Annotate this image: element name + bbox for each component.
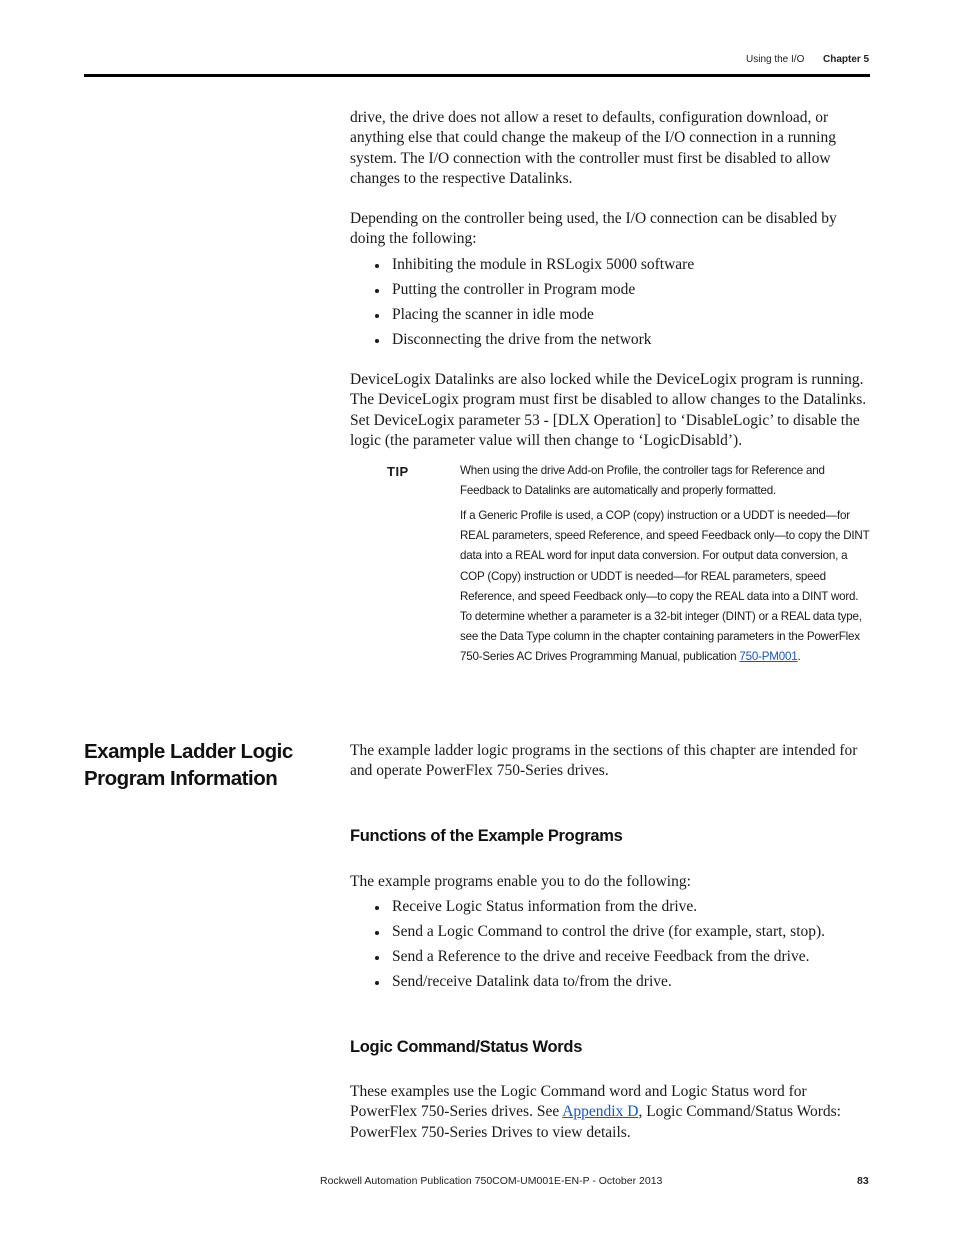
functions-lead: The example programs enable you to do the following:	[350, 873, 691, 890]
page-number: 83	[857, 1175, 869, 1187]
header-chapter: Chapter 5	[823, 54, 870, 65]
tip-paragraph-2-text: If a Generic Profile is used, a COP (copy) instruction or a UDDT is needed—for REAL parameters, speed Reference, and speed Feedback only—to copy the DINT data into a REAL word for input data conversion. For output data conversion, a COP (Copy) instruction or UDDT is needed—for REAL parameters, speed Reference, and speed Feedback only—to copy the REAL data into a DINT word. To determine whether a parameter is a 32-bit integer (DINT) or a REAL data type, see the Data Type column in the chapter containing parameters in the PowerFlex 750-Series AC Drives Programming Manual, publication	[460, 509, 870, 664]
logic-text-a: These examples use the Logic Command word and Logic Status word for PowerFlex 750-Series drives. See	[350, 1083, 807, 1121]
appendix-d-link[interactable]: Appendix D	[562, 1103, 639, 1121]
devicelogix-paragraph: DeviceLogix Datalinks are also locked while the DeviceLogix program is running. The DeviceLogix program must first be disabled to allow changes to the Datalinks. Set DeviceLogix parameter 53 - [DLX Operation] to ‘DisableLogic’ to disable the logic (the parameter value will then change to ‘LogicDisabld’).	[350, 371, 867, 449]
intro-paragraph-2: Depending on the controller being used, the I/O connection can be disabled by doing the following:	[350, 210, 837, 248]
list-item: Receive Logic Status information from the drive.	[350, 897, 872, 922]
list-item: Placing the scanner in idle mode	[350, 305, 872, 330]
list-item: Send a Reference to the drive and receive Feedback from the drive.	[350, 947, 872, 972]
list-item: Disconnecting the drive from the network	[350, 330, 872, 355]
logic-words-paragraph	[350, 1082, 872, 1143]
functions-list	[350, 897, 872, 997]
tip-paragraph-2-end: .	[797, 650, 801, 664]
section-title: Example Ladder Logic Program Information	[84, 740, 293, 790]
header-section: Using the I/O	[746, 54, 805, 65]
disable-methods-list	[350, 255, 872, 355]
footer-publication: Rockwell Automation Publication 750COM-UM001E-EN-P - October 2013	[320, 1175, 663, 1187]
tip-label: TIP	[387, 464, 409, 479]
list-item: Send a Logic Command to control the drive (for example, start, stop).	[350, 922, 872, 947]
tip-paragraph-1: When using the drive Add-on Profile, the controller tags for Reference and Feedback to Datalinks are automatically and properly formatted.	[460, 464, 825, 498]
tip-paragraph-2	[460, 506, 872, 668]
list-item: Inhibiting the module in RSLogix 5000 software	[350, 255, 872, 280]
logic-words-heading: Logic Command/Status Words	[350, 1038, 583, 1056]
publication-link[interactable]: 750-PM001	[739, 650, 798, 664]
functions-heading: Functions of the Example Programs	[350, 827, 623, 845]
list-item: Send/receive Datalink data to/from the drive.	[350, 972, 872, 997]
section-intro: The example ladder logic programs in the sections of this chapter are intended for and operate PowerFlex 750-Series drives.	[350, 742, 858, 780]
logic-text-b: , Logic Command/Status Words: PowerFlex 750-Series Drives to view details.	[350, 1103, 841, 1141]
intro-paragraph-1: drive, the drive does not allow a reset to defaults, configuration download, or anything else that could change the makeup of the I/O connection in a running system. The I/O connection with the controller must first be disabled to allow changes to the respective Datalinks.	[350, 109, 836, 187]
header-rule	[84, 74, 870, 77]
list-item: Putting the controller in Program mode	[350, 280, 872, 305]
